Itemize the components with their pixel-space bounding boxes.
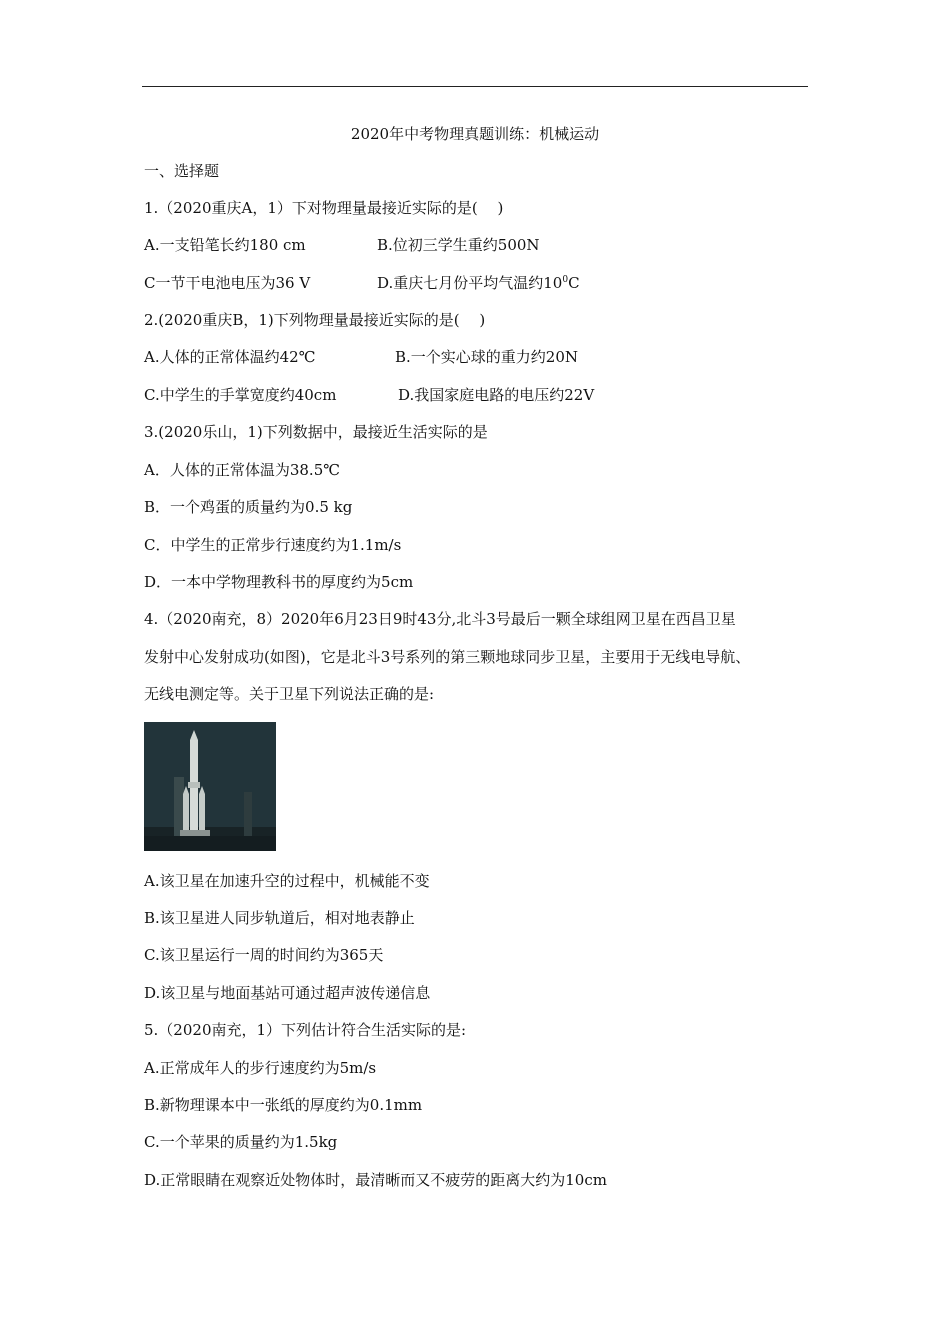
rocket-launch-photo <box>144 722 276 851</box>
rocket-image <box>144 722 276 851</box>
question-2-option-b: B.一个实心球的重力约20N <box>395 348 579 366</box>
question-4-option-a: A.该卫星在加速升空的过程中，机械能不变 <box>144 872 430 890</box>
question-3-option-a: A．人体的正常体温为38.5℃ <box>144 461 341 479</box>
question-5-option-b: B.新物理课本中一张纸的厚度约为0.1mm <box>144 1096 423 1114</box>
question-4-stem-line-3: 无线电测定等。关于卫星下列说法正确的是: <box>144 685 435 703</box>
question-1-option-c: C一节干电池电压为36 V <box>144 274 311 292</box>
question-4-option-d: D.该卫星与地面基站可通过超声波传递信息 <box>144 984 431 1002</box>
question-4-stem-line-1: 4.（2020南充，8）2020年6月23日9时43分,北斗3号最后一颗全球组网卫星在西昌卫星 <box>144 610 736 628</box>
question-2-stem: 2.(2020重庆B，1)下列物理量最接近实际的是( ) <box>144 311 486 329</box>
question-3-option-b: B．一个鸡蛋的质量约为0.5 kg <box>144 498 353 516</box>
section-heading: 一、选择题 <box>144 162 220 180</box>
question-1-stem: 1.（2020重庆A，1）下对物理量最接近实际的是( ) <box>144 199 504 217</box>
question-3-stem: 3.(2020乐山，1)下列数据中，最接近生活实际的是 <box>144 423 488 441</box>
question-4-option-b: B.该卫星进人同步轨道后，相对地表静止 <box>144 909 415 927</box>
question-4-stem-line-2: 发射中心发射成功(如图)，它是北斗3号系列的第三颗地球同步卫星，主要用于无线电导航、 <box>144 648 751 666</box>
header-rule <box>142 86 808 87</box>
question-2-option-d: D.我国家庭电路的电压约22V <box>398 386 595 404</box>
superscript: 0 <box>562 275 569 285</box>
question-3-option-d: D．一本中学物理教科书的厚度约为5cm <box>144 573 414 591</box>
page-title: 2020年中考物理真题训练：机械运动 <box>350 125 600 143</box>
question-5-stem: 5.（2020南充，1）下列估计符合生活实际的是: <box>144 1021 467 1039</box>
question-1-option-b: B.位初三学生重约500N <box>377 236 540 254</box>
question-2-option-c: C.中学生的手掌宽度约40cm <box>144 386 337 404</box>
question-5-option-c: C.一个苹果的质量约为1.5kg <box>144 1133 338 1151</box>
question-1-option-a: A.一支铅笔长约180 cm <box>144 236 306 254</box>
question-2-option-a: A.人体的正常体温约42℃ <box>144 348 316 366</box>
question-4-option-c: C.该卫星运行一周的时间约为365天 <box>144 946 384 964</box>
question-1-option-d: D.重庆七月份平均气温约$10^0C$ <box>377 274 580 292</box>
question-5-option-a: A.正常成年人的步行速度约为5m/s <box>144 1059 377 1077</box>
question-5-option-d: D.正常眼睛在观察近处物体时，最清晰而又不疲劳的距离大约为10cm <box>144 1171 607 1189</box>
question-3-option-c: C．中学生的正常步行速度约为1.1m/s <box>144 536 402 554</box>
